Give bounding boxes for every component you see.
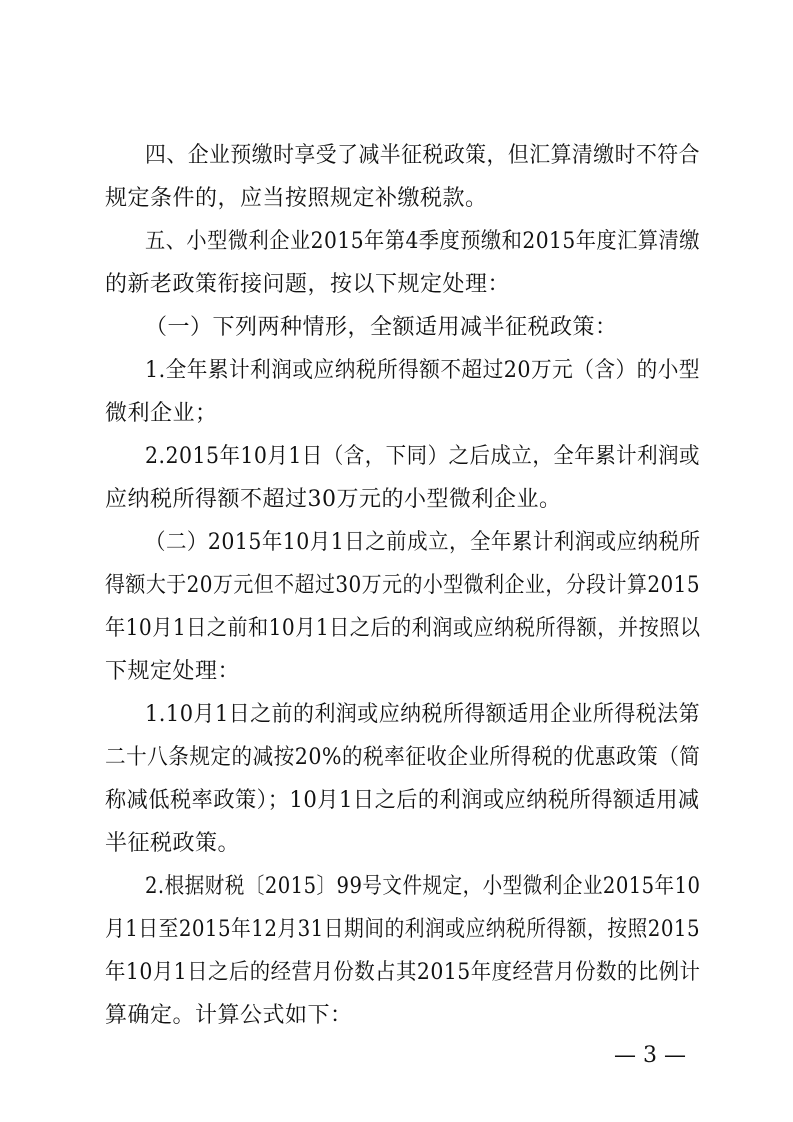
text-line: 半征税政策。: [105, 831, 241, 856]
text-line: 2.根据财税〔2015〕99号文件规定，小型微利企业2015年10: [145, 874, 701, 899]
text-line: （二）2015年10月1日之前成立，全年累计利润或应纳税所: [145, 530, 701, 555]
text-line: 1.10月1日之前的利润或应纳税所得额适用企业所得税法第: [145, 702, 701, 727]
text-line: （一）下列两种情形，全额适用减半征税政策：: [145, 315, 618, 340]
text-line: 五、小型微利企业2015年第4季度预缴和2015年度汇算清缴: [145, 229, 700, 254]
text-line: 年10月1日之后的经营月份数占其2015年度经营月份数的比例计: [105, 960, 701, 985]
page-number: — 3 —: [614, 1043, 686, 1068]
text-line: 应纳税所得额不超过30万元的小型微利企业。: [105, 487, 562, 512]
text-line: 2.2015年10月1日（含，下同）之后成立，全年累计利润或: [145, 444, 700, 469]
text-line: 规定条件的，应当按照规定补缴税款。: [105, 186, 488, 211]
text-line: 得额大于20万元但不超过30万元的小型微利企业，分段计算2015: [105, 573, 700, 598]
text-line: 微利企业；: [105, 401, 218, 426]
text-line: 1.全年累计利润或应纳税所得额不超过20万元（含）的小型: [145, 358, 701, 383]
text-line: 下规定处理：: [105, 659, 241, 684]
text-line: 月1日至2015年12月31日期间的利润或应纳税所得额，按照2015: [105, 917, 701, 942]
text-line: 年10月1日之前和10月1日之后的利润或应纳税所得额，并按照以: [105, 616, 701, 641]
text-line: 四、企业预缴时享受了减半征税政策，但汇算清缴时不符合: [145, 143, 701, 168]
text-line: 称减低税率政策）；10月1日之后的利润或应纳税所得额适用减: [105, 788, 700, 813]
text-line: 算确定。计算公式如下：: [105, 1003, 353, 1028]
text-line: 二十八条规定的减按20%的税率征收企业所得税的优惠政策（简: [105, 745, 701, 770]
text-line: 的新老政策衔接问题，按以下规定处理：: [105, 272, 511, 297]
